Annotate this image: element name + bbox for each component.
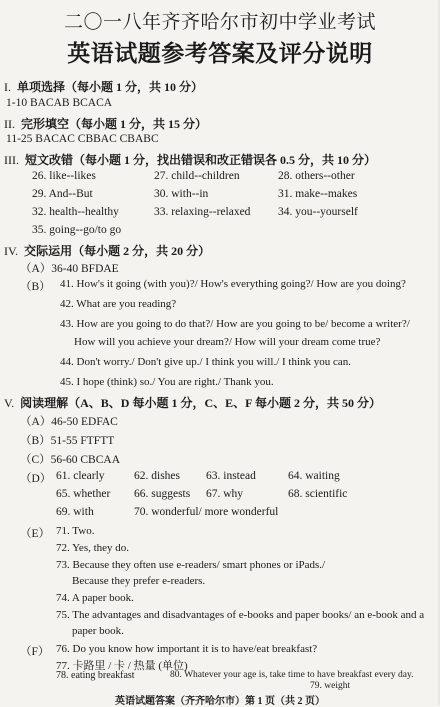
part-c-answers: （C）56-60 CBCAA xyxy=(20,454,120,466)
answer-44: 44. Don't worry./ Don't give up./ I think you will./ I think you can. xyxy=(60,356,352,368)
reading-item: 67. why xyxy=(206,488,244,500)
section-5-number: V. xyxy=(4,396,15,410)
correction-item: 34. you--yourself xyxy=(278,206,358,218)
section-2-heading xyxy=(4,115,207,132)
answer-41: 41. How's it going (with you)?/ How's everything going?/ How are you doing? xyxy=(60,278,406,290)
correction-item: 29. And--But xyxy=(32,188,93,200)
answer-73-continued: Because they prefer e-readers. xyxy=(72,575,206,587)
answer-79: 79. weight xyxy=(310,681,351,691)
correction-item: 31. make--makes xyxy=(278,188,358,200)
answer-80: 80. Whatever your age is, take time to have breakfast every day. xyxy=(170,670,414,680)
answer-74: 74. A paper book. xyxy=(56,592,134,604)
section-4-number: IV. xyxy=(4,244,19,258)
part-a-answers: （A）46-50 EDFAC xyxy=(20,416,118,428)
answer-45: 45. I hope (think) so./ You are right./ Thank you. xyxy=(60,376,274,388)
answer-43-continued: How will you achieve your dream?/ How will your dream come true? xyxy=(74,336,381,348)
section-1-heading xyxy=(4,78,203,95)
answer-77: 77. 卡路里 / 卡 / 热量 (单位) xyxy=(56,660,188,672)
section-1-answers: 1-10 BACAB BCACA xyxy=(6,97,113,109)
correction-item: 28. others--other xyxy=(278,170,355,182)
part-d-label: （D） xyxy=(20,473,52,485)
part-b-answers: （B）51-55 FTFTT xyxy=(20,435,115,447)
section-4-heading xyxy=(4,242,210,259)
part-e-label: （E） xyxy=(20,528,51,540)
section-3-heading xyxy=(4,151,376,168)
section-2-title: 完形填空（每小题 1 分，共 15 分） xyxy=(21,117,208,131)
answer-71: 71. Two. xyxy=(56,525,95,537)
reading-item: 61. clearly xyxy=(56,470,105,482)
answer-75: 75. The advantages and disadvantages of e-books and paper books/ an e-book and a xyxy=(56,609,425,621)
answer-43: 43. How are you going to do that?/ How are you going to be/ become a writer?/ xyxy=(60,318,410,330)
section-2-answers: 11-25 BACAC CBBAC CBABC xyxy=(6,133,159,145)
reading-item: 69. with xyxy=(56,506,94,518)
section-1-number: I. xyxy=(4,80,11,94)
section-5-title: 阅读理解（A、B、D 每小题 1 分，C、E、F 每小题 2 分，共 50 分） xyxy=(20,396,382,410)
answer-73: 73. Because they often use e-readers/ smart phones or iPads./ xyxy=(56,559,326,571)
section-2-number: II. xyxy=(4,117,15,131)
reading-item: 68. scientific xyxy=(288,488,348,500)
answer-72: 72. Yes, they do. xyxy=(56,542,130,554)
part-f-label: （F） xyxy=(20,646,50,658)
section-4-title: 交际运用（每小题 2 分，共 20 分） xyxy=(24,244,211,258)
answer-42: 42. What are you reading? xyxy=(60,298,177,310)
section-5-heading xyxy=(4,394,381,411)
correction-item: 26. like--likes xyxy=(32,170,96,182)
section-3-title: 短文改错（每小题 1 分，找出错误和改正错误各 0.5 分，共 10 分） xyxy=(25,153,377,167)
answer-75-continued: paper book. xyxy=(72,625,124,637)
part-b-label: （B） xyxy=(20,281,51,293)
correction-item: 35. going--go/to go xyxy=(32,224,122,236)
document-subtitle: 英语试题参考答案及评分说明 xyxy=(67,41,373,66)
correction-item: 30. with--in xyxy=(154,188,209,200)
page-footer: 英语试题答案（齐齐哈尔市）第 1 页（共 2 页） xyxy=(115,696,325,707)
part-a-answers: （A）36-40 BFDAE xyxy=(20,263,119,275)
section-3-number: III. xyxy=(4,153,19,167)
correction-item: 33. relaxing--relaxed xyxy=(154,206,251,218)
exam-title: 二〇一八年齐齐哈尔市初中学业考试 xyxy=(63,12,376,33)
reading-item: 63. instead xyxy=(206,470,256,482)
answer-76: 76. Do you know how important it is to have/eat breakfast? xyxy=(56,643,318,655)
reading-item: 62. dishes xyxy=(134,470,180,482)
correction-item: 32. health--healthy xyxy=(32,206,119,218)
reading-item: 65. whether xyxy=(56,488,111,500)
answer-78: 78. eating breakfast xyxy=(56,670,135,681)
reading-item: 70. wonderful/ more wonderful xyxy=(134,506,279,518)
section-1-title: 单项选择（每小题 1 分，共 10 分） xyxy=(17,80,204,94)
reading-item: 66. suggests xyxy=(134,488,191,500)
correction-item: 27. child--children xyxy=(154,170,240,182)
reading-item: 64. waiting xyxy=(288,470,340,482)
